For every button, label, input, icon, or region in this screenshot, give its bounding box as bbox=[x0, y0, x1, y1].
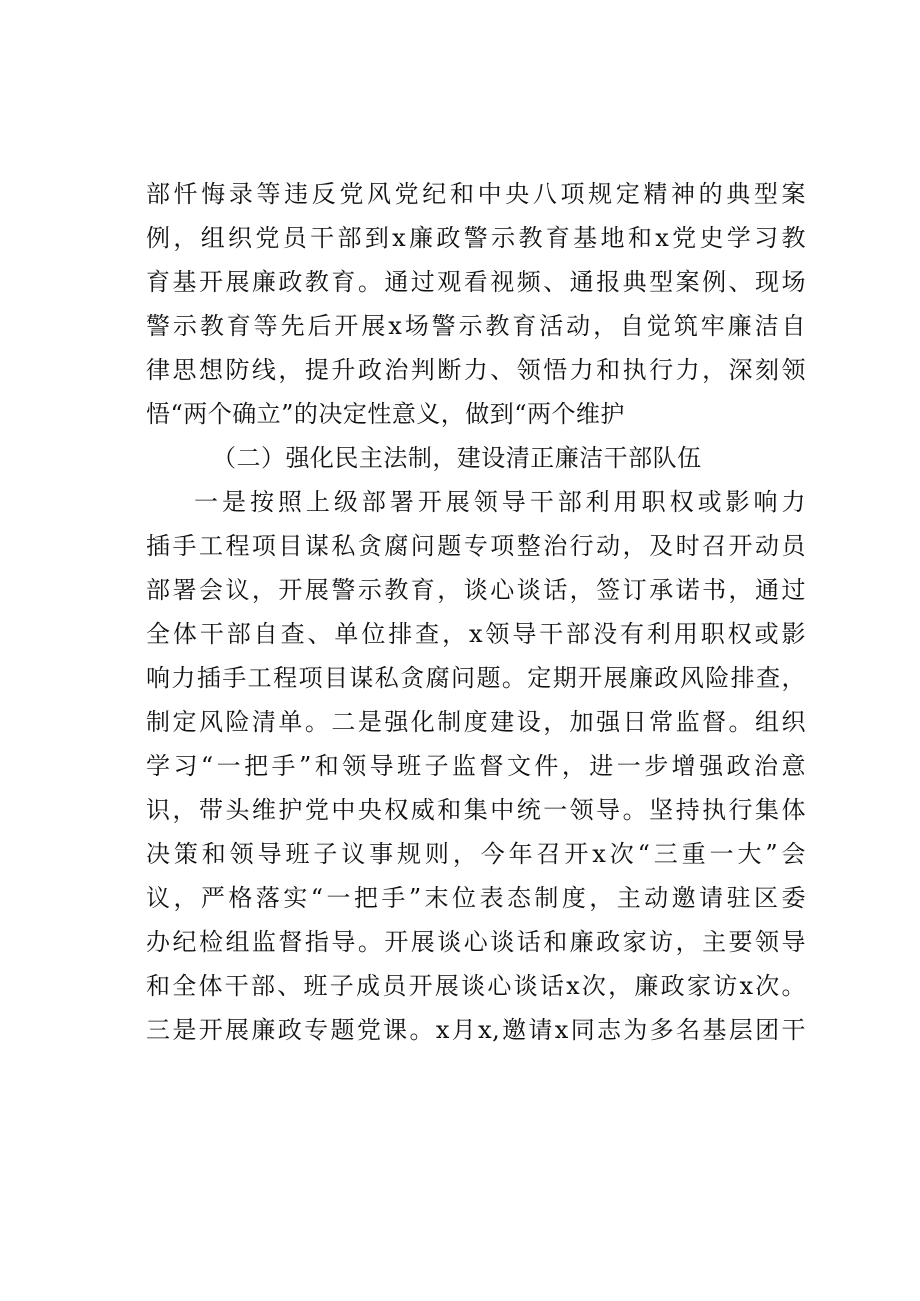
text-line: 决策和领导班子议事规则，今年召开x次“三重一大”会 bbox=[146, 840, 806, 868]
section-heading: （二）强化民主法制，建设清正廉洁干部队伍 bbox=[212, 444, 702, 472]
text-line: 议，严格落实“一把手”末位表态制度，主动邀请驻区委 bbox=[146, 884, 806, 912]
text-line: 律思想防线，提升政治判断力、领悟力和执行力，深刻领 bbox=[146, 356, 806, 384]
paragraph-1 bbox=[146, 172, 806, 436]
text-line: 育基开展廉政教育。通过观看视频、通报典型案例、现场 bbox=[146, 268, 806, 296]
text-line: 部忏悔录等违反党风党纪和中央八项规定精神的典型案 bbox=[146, 180, 806, 208]
text-line: 三是开展廉政专题党课。x月x,邀请x同志为多名基层团干 bbox=[146, 1016, 806, 1044]
text-line: 警示教育等先后开展x场警示教育活动，自觉筑牢廉洁自 bbox=[146, 312, 806, 340]
paragraph-2 bbox=[146, 480, 806, 1052]
document-body bbox=[146, 172, 806, 1052]
text-line: 制定风险清单。二是强化制度建设，加强日常监督。组织 bbox=[146, 708, 806, 736]
text-line: 全体干部自查、单位排查，x领导干部没有利用职权或影 bbox=[146, 620, 806, 648]
text-line: 和全体干部、班子成员开展谈心谈话x次，廉政家访x次。 bbox=[146, 972, 806, 1000]
text-line: 悟“两个确立”的决定性意义，做到“两个维护 bbox=[146, 400, 625, 428]
text-line: 学习“一把手”和领导班子监督文件，进一步增强政治意 bbox=[146, 752, 806, 780]
text-line: 办纪检组监督指导。开展谈心谈话和廉政家访，主要领导 bbox=[146, 928, 806, 956]
text-line: 识，带头维护党中央权威和集中统一领导。坚持执行集体 bbox=[146, 796, 806, 824]
text-line: 部署会议，开展警示教育，谈心谈话，签订承诺书，通过 bbox=[146, 576, 806, 604]
text-line: 一是按照上级部署开展领导干部利用职权或影响力 bbox=[194, 488, 806, 516]
text-line: 响力插手工程项目谋私贪腐问题。定期开展廉政风险排查， bbox=[146, 664, 806, 692]
text-line: 插手工程项目谋私贪腐问题专项整治行动，及时召开动员 bbox=[146, 532, 806, 560]
text-line: 例，组织党员干部到x廉政警示教育基地和x党史学习教 bbox=[146, 224, 806, 252]
